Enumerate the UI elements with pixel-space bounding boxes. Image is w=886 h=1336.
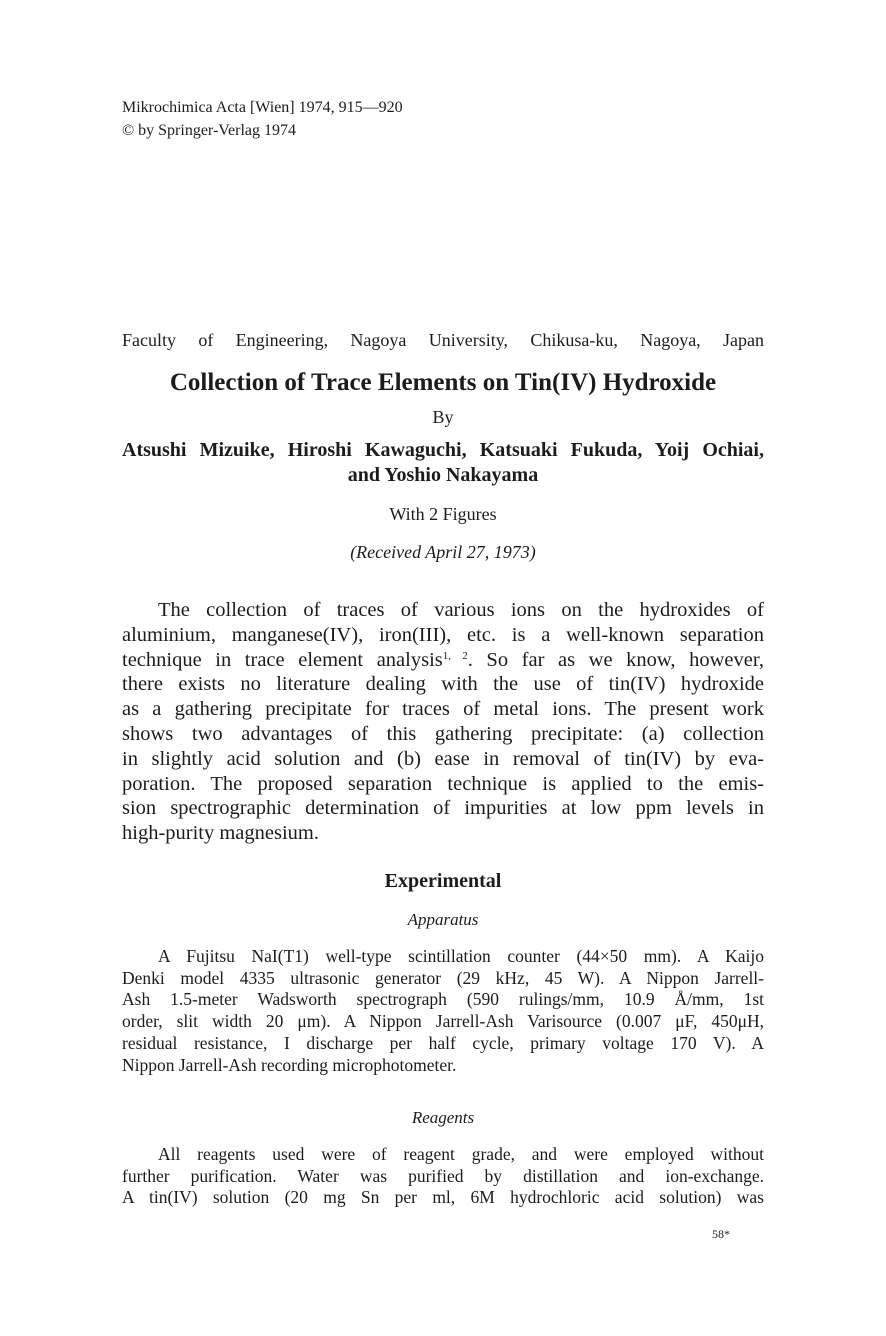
copyright-line: © by Springer-Verlag 1974 xyxy=(122,122,297,139)
author-list xyxy=(122,438,764,488)
abstract xyxy=(122,598,764,846)
authors-line-1: Atsushi Mizuike, Hiroshi Kawaguchi, Katsuaki Fukuda, Yoij Ochiai, xyxy=(122,439,764,461)
abstract-line: The collection of traces of various ions on the hydroxides of xyxy=(158,599,764,621)
affiliation: Faculty of Engineering, Nagoya University, Chikusa-ku, Nagoya, Japan xyxy=(122,330,764,350)
paragraph-line: A tin(IV) solution (20 mg Sn per ml, 6M hydrochloric acid solution) was xyxy=(122,1187,764,1208)
journal-citation: Mikrochimica Acta [Wien] 1974, 915—920 xyxy=(122,99,403,116)
paper-title: Collection of Trace Elements on Tin(IV) Hydroxide xyxy=(169,369,717,396)
journal-header xyxy=(122,96,403,142)
citation-ref: 1, 2 xyxy=(442,649,468,662)
abstract-line: as a gathering precipitate for traces of metal ions. The present work xyxy=(122,698,764,721)
paragraph-line: Nippon Jarrell-Ash recording microphotometer. xyxy=(122,1054,457,1075)
paragraph-line: residual resistance, I discharge per half cycle, primary voltage 170 V). A xyxy=(122,1032,764,1053)
apparatus-paragraph xyxy=(122,946,764,1076)
section-heading-experimental: Experimental xyxy=(384,870,502,892)
reagents-paragraph xyxy=(122,1144,764,1209)
abstract-line: high-purity magnesium. xyxy=(122,822,320,845)
abstract-line: poration. The proposed separation technique is applied to the emis- xyxy=(122,772,764,795)
received-date: (Received April 27, 1973) xyxy=(350,542,536,562)
subsection-heading-apparatus: Apparatus xyxy=(407,910,479,929)
abstract-text: . So far as we know, however, xyxy=(467,648,764,671)
paragraph-line: A Fujitsu NaI(T1) well-type scintillation counter (44×50 mm). A Kaijo xyxy=(158,946,764,966)
abstract-line: sion spectrographic determination of impurities at low ppm levels in xyxy=(122,797,764,820)
abstract-line: there exists no literature dealing with the use of tin(IV) hydroxide xyxy=(122,673,764,696)
paragraph-line: further purification. Water was purified by distillation and ion-exchange. xyxy=(122,1165,764,1186)
abstract-text: technique in trace element analysis xyxy=(122,648,443,671)
paragraph-line: Ash 1.5-meter Wadsworth spectrograph (590 rulings/mm, 10.9 Å/mm, 1st xyxy=(122,989,764,1010)
paragraph-line: order, slit width 20 μm). A Nippon Jarrell-Ash Varisource (0.007 μF, 450μH, xyxy=(122,1011,764,1032)
page-signature-mark: 58* xyxy=(712,1227,730,1241)
paragraph-line: All reagents used were of reagent grade, and were employed without xyxy=(158,1144,764,1164)
paragraph-line: Denki model 4335 ultrasonic generator (29 kHz, 45 W). A Nippon Jarrell- xyxy=(122,967,764,988)
abstract-line: shows two advantages of this gathering precipitate: (a) collection xyxy=(122,722,764,745)
authors-line-2: and Yoshio Nakayama xyxy=(347,464,539,486)
abstract-line: aluminium, manganese(IV), iron(III), etc. is a well-known separation xyxy=(122,623,764,646)
abstract-line: in slightly acid solution and (b) ease in removal of tin(IV) by eva- xyxy=(122,747,764,770)
subsection-heading-reagents: Reagents xyxy=(411,1108,475,1127)
figure-count: With 2 Figures xyxy=(389,504,497,524)
by-line: By xyxy=(432,407,454,427)
abstract-line xyxy=(122,648,764,673)
